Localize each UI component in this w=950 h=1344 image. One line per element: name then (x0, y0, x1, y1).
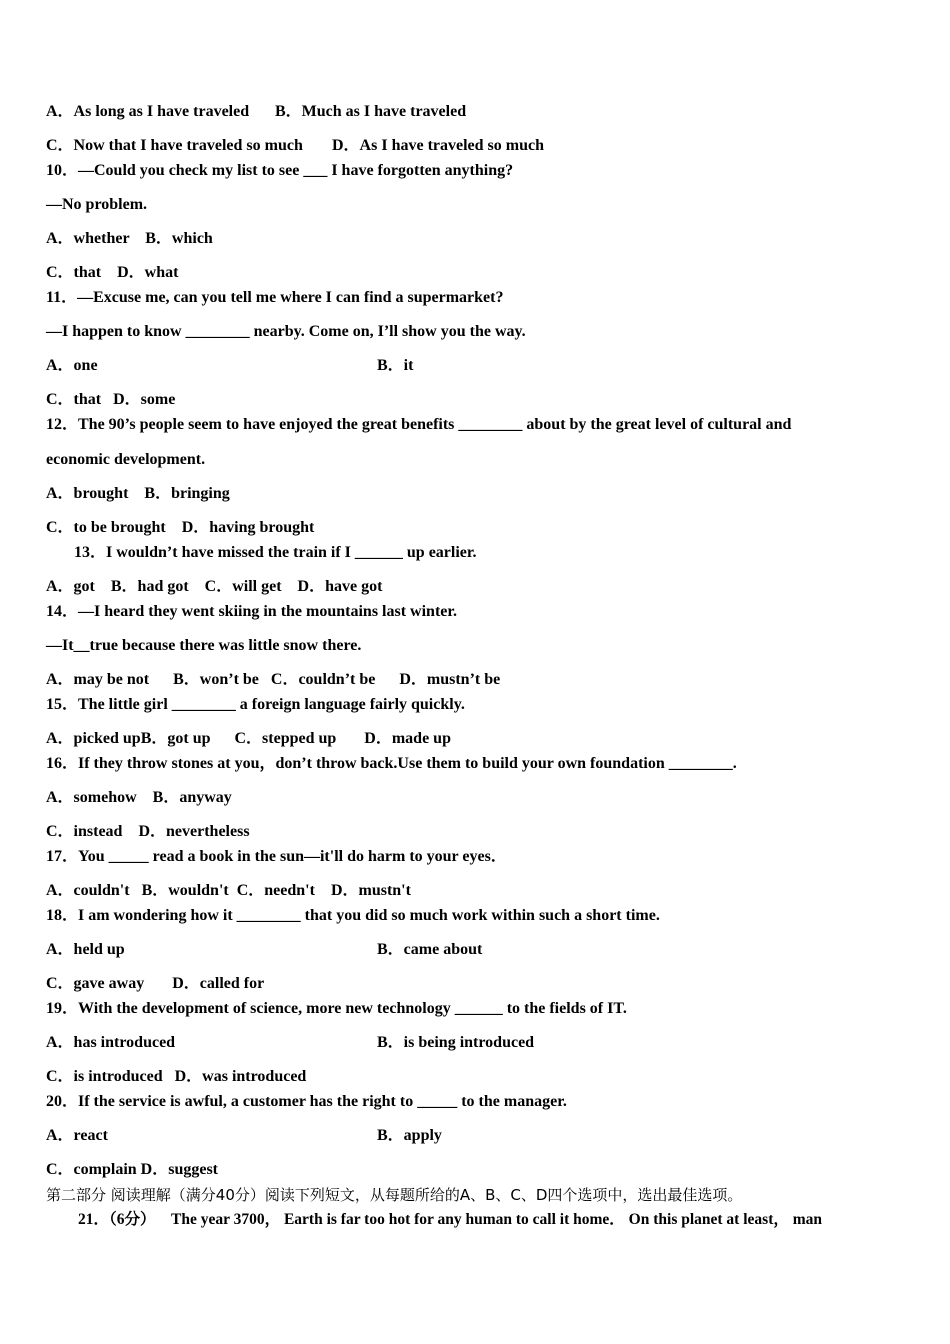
q17-options: A．couldn't B．wouldn't C．needn't D．mustn't (46, 882, 411, 899)
q19-option-a: A．has introduced (46, 1034, 176, 1051)
q12-options-ab: A．brought B．bringing (46, 485, 230, 502)
part2-heading: 第二部分 阅读理解（满分40分）阅读下列短文，从每题所给的A、B、C、D四个选项中，选出最佳选项。 (46, 1186, 743, 1204)
q9-option-a: A．As long as I have traveled (46, 103, 250, 120)
q9-option-d: D．As I have traveled so much (332, 137, 544, 154)
q14-reply: —It__true because there was little snow there. (46, 637, 362, 654)
q13-stem: 13．I wouldn’t have missed the train if I ______ up earlier. (74, 544, 477, 561)
q15-options: A．picked upB．got up C．stepped up D．made up (46, 730, 451, 747)
q10-options-ab: A．whether B．which (46, 230, 213, 247)
q10-reply: —No problem. (46, 196, 148, 213)
q13-options: A．got B．had got C．will get D．have got (46, 578, 383, 595)
q19-stem: 19．With the development of science, more new technology ______ to the fields of IT. (46, 1000, 627, 1017)
q16-options-cd: C．instead D．nevertheless (46, 823, 250, 840)
q19-options-cd: C．is introduced D．was introduced (46, 1068, 307, 1085)
q18-option-a: A．held up (46, 941, 125, 958)
q14-stem: 14．—I heard they went skiing in the mountains last winter. (46, 603, 458, 620)
q18-options-cd: C．gave away D．called for (46, 975, 265, 992)
q20-options-cd: C．complain D．suggest (46, 1161, 219, 1178)
q11-options-cd: C．that D．some (46, 391, 176, 408)
q20-option-a: A．react (46, 1127, 108, 1144)
q11-reply: —I happen to know ________ nearby. Come on, I’ll show you the way. (46, 323, 526, 340)
q20-option-b: B．apply (377, 1127, 442, 1144)
q10-stem: 10．—Could you check my list to see ___ I have forgotten anything? (46, 162, 514, 179)
q9-option-b: B．Much as I have traveled (275, 103, 467, 120)
q11-option-a: A．one (46, 357, 98, 374)
q10-options-cd: C．that D．what (46, 264, 179, 281)
q9-option-c: C．Now that I have traveled so much (46, 137, 303, 154)
q12-stem-line2: economic development. (46, 451, 206, 468)
q20-stem: 20．If the service is awful, a customer has the right to _____ to the manager. (46, 1093, 567, 1110)
q14-options: A．may be not B．won’t be C．couldn’t be D．mustn’t be (46, 671, 501, 688)
q18-stem: 18．I am wondering how it ________ that you did so much work within such a short time. (46, 907, 660, 924)
q21-passage-line: 21．（6分） The year 3700， Earth is far too hot for any human to call it home． On this planet at least， man (78, 1211, 823, 1228)
q18-option-b: B．came about (377, 941, 483, 958)
q16-options-ab: A．somehow B．anyway (46, 789, 232, 806)
q11-option-b: B．it (377, 357, 414, 374)
q16-stem: 16．If they throw stones at you，don’t throw back.Use them to build your own foundation ________. (46, 755, 737, 772)
q12-stem-line1: 12．The 90’s people seem to have enjoyed the great benefits ________ about by the great level of cultural and (46, 416, 792, 433)
q11-stem: 11．—Excuse me, can you tell me where I can find a supermarket? (46, 289, 504, 306)
q12-options-cd: C．to be brought D．having brought (46, 519, 315, 536)
q19-option-b: B．is being introduced (377, 1034, 535, 1051)
q17-stem: 17．You _____ read a book in the sun—it'll do harm to your eyes． (46, 848, 507, 865)
q15-stem: 15．The little girl ________ a foreign language fairly quickly. (46, 696, 465, 713)
